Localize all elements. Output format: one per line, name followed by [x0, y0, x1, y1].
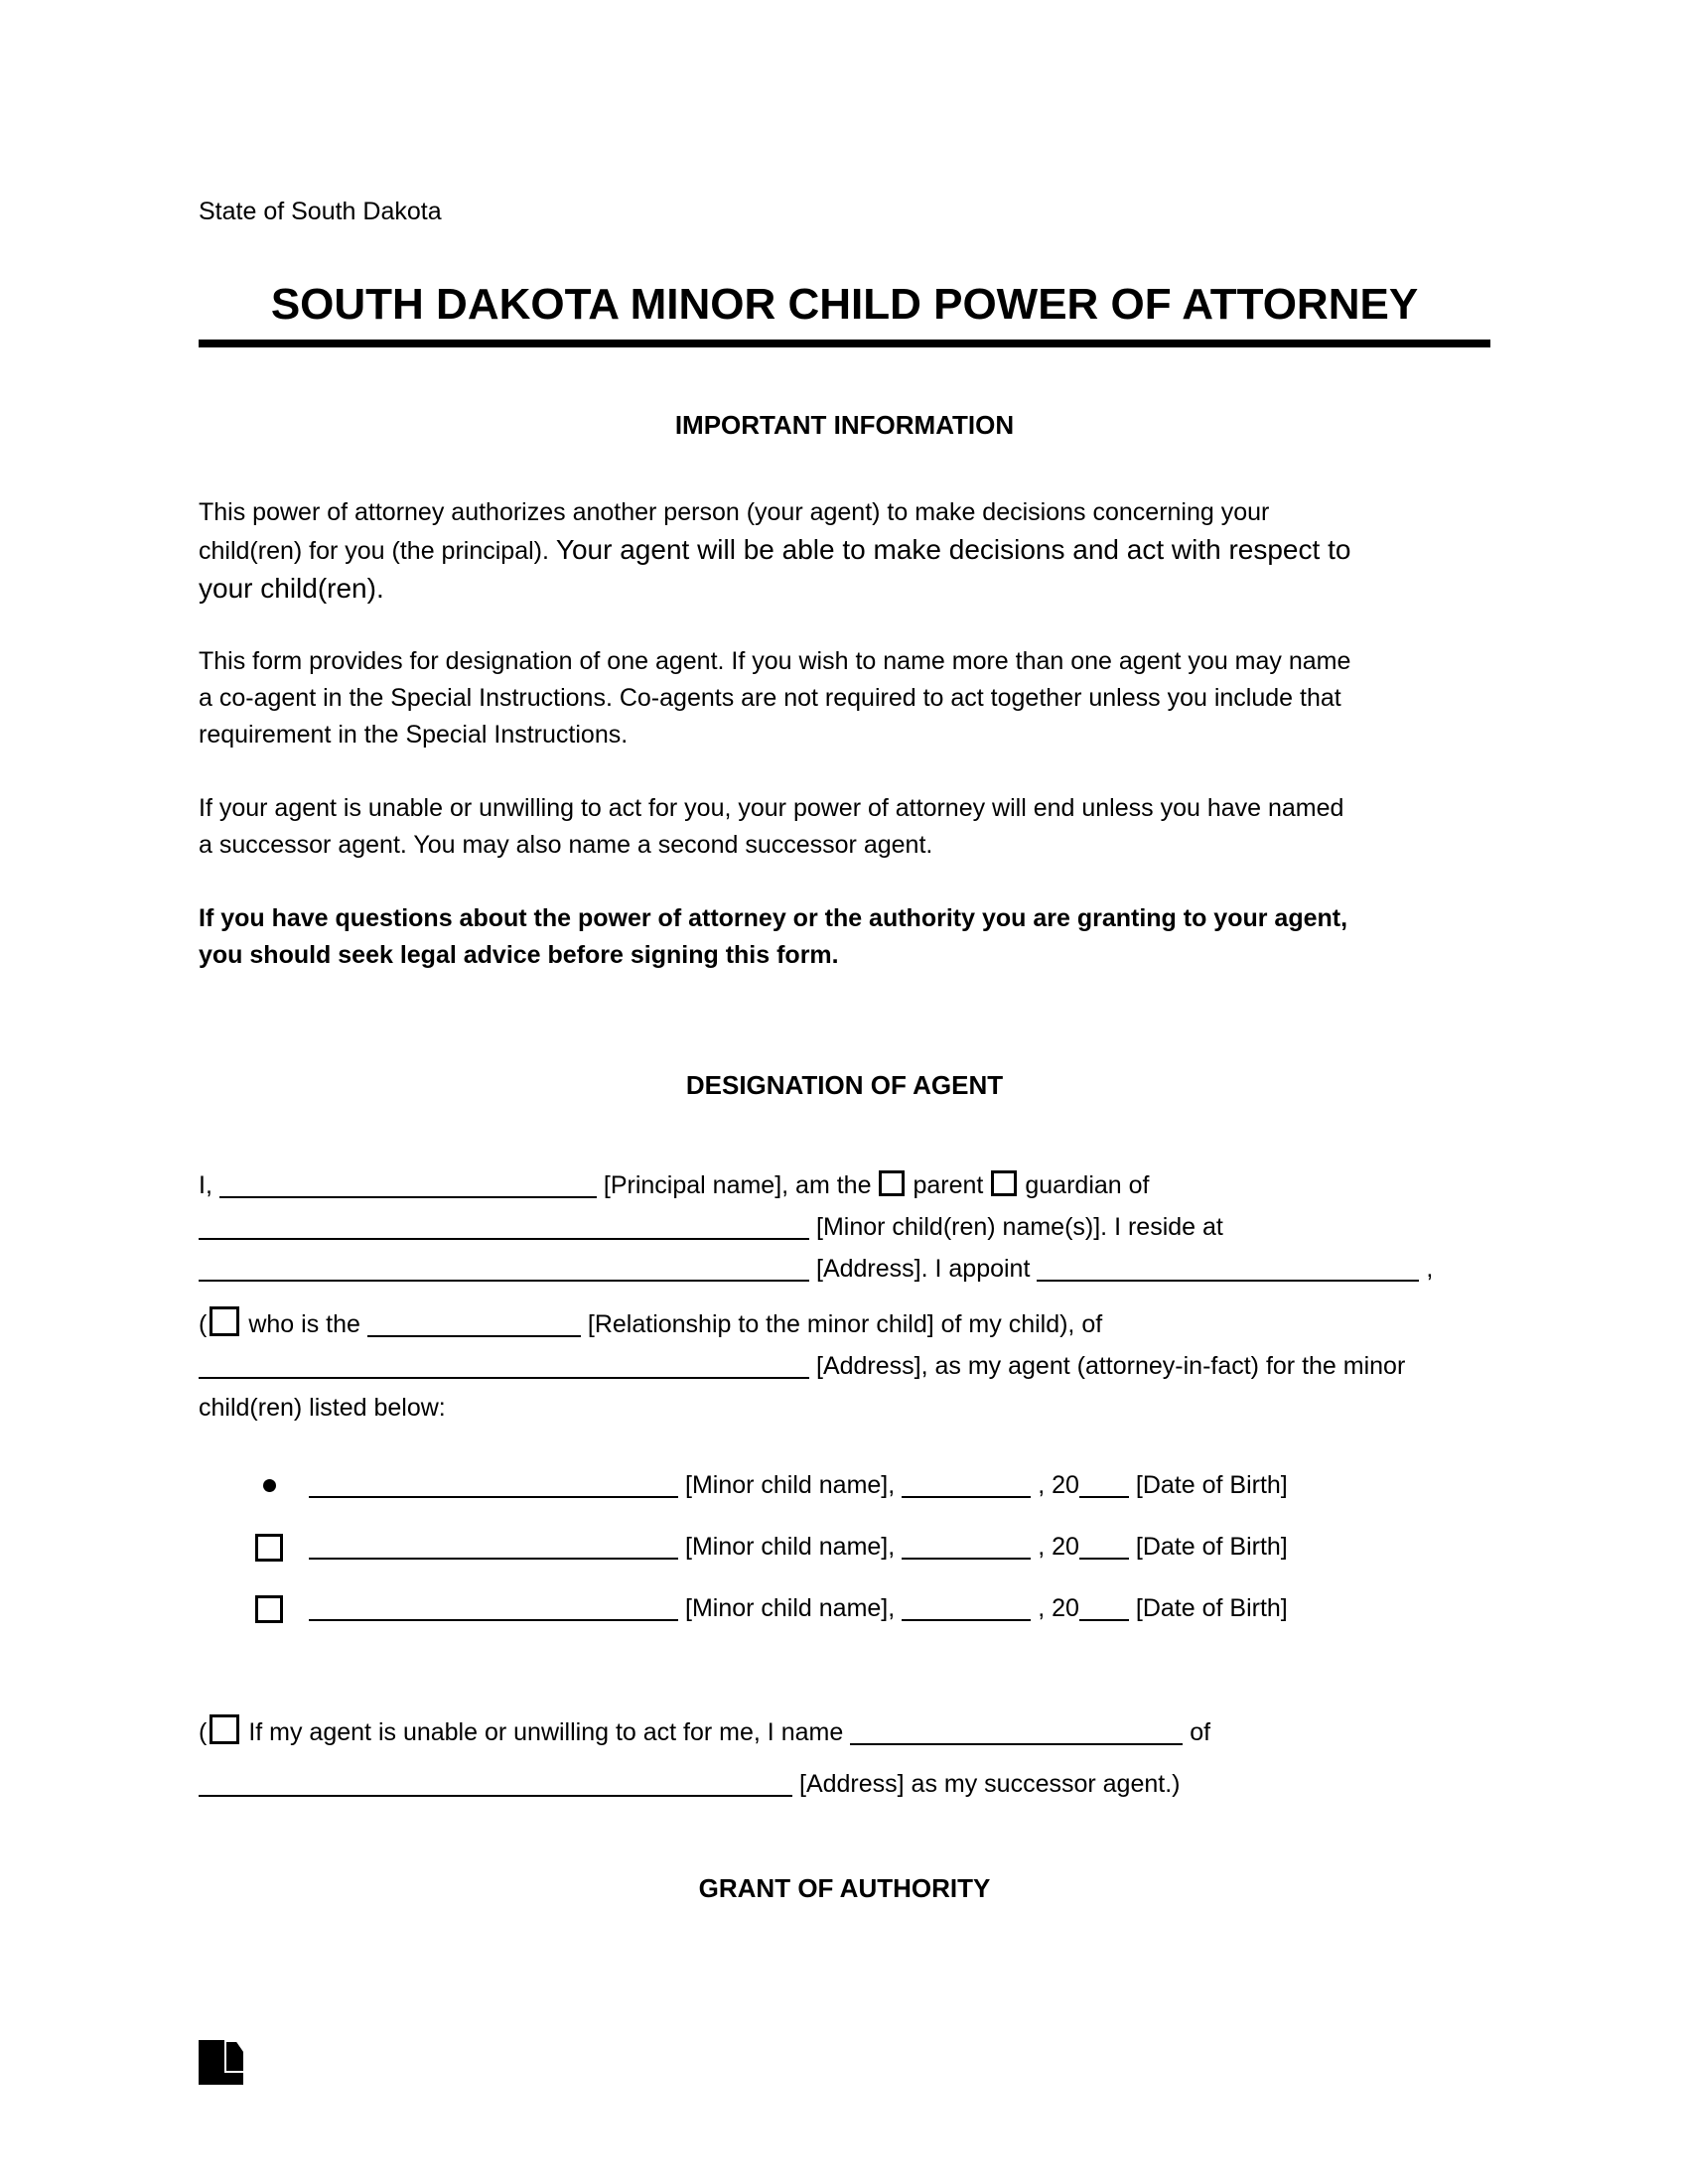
state-line: State of South Dakota [199, 198, 442, 225]
label-minor-children-names: [Minor child(ren) name(s)]. I reside at [816, 1213, 1223, 1241]
checkbox-successor[interactable] [210, 1714, 239, 1744]
paragraph-one-agent: This form provides for designation of one agent. If you wish to name more than one agent you may name a co-agent in the Special Instructions. Co-agents are not required to act together unless you include that requirement in the Special Instructions. [199, 647, 1351, 749]
paragraph-authorization: This power of attorney authorizes another person (your agent) to make decisions concerning your child(ren) for you (the principal). Your agent will be able to make decisions and act with respect to your child(ren). [199, 498, 1351, 604]
child-birth-year-field-3[interactable] [1079, 1593, 1129, 1621]
label-year-prefix-1: , 20 [1038, 1471, 1079, 1499]
paragraph-successor-info: If your agent is unable or unwilling to act for you, your power of attorney will end unless you have named a successor agent. You may also name a second successor agent. [199, 794, 1344, 859]
child-name-field-1[interactable] [309, 1470, 678, 1498]
child-row-3 [199, 1577, 1490, 1639]
label-open-paren: ( [199, 1310, 208, 1338]
label-i: I, [199, 1171, 212, 1199]
label-child-name-2: [Minor child name], [685, 1533, 896, 1561]
relationship-paragraph [199, 1303, 1490, 1429]
checkbox-child-3[interactable] [255, 1580, 283, 1642]
label-dob-1: [Date of Birth] [1135, 1471, 1288, 1499]
label-successor-address: [Address] as my successor agent.) [799, 1770, 1181, 1798]
successor-name-field[interactable] [850, 1717, 1183, 1745]
label-dob-3: [Date of Birth] [1135, 1594, 1288, 1622]
legal-templates-logo-icon [199, 2040, 243, 2085]
principal-address-field[interactable] [199, 1254, 809, 1282]
successor-agent-paragraph [199, 1706, 1490, 1810]
label-relationship: [Relationship to the minor child] of my child), of [587, 1310, 1103, 1338]
child-name-field-3[interactable] [309, 1593, 678, 1621]
label-listed-below: child(ren) listed below: [199, 1394, 446, 1422]
label-principal-name: [Principal name], am the [603, 1171, 872, 1199]
agent-address-field[interactable] [199, 1351, 809, 1379]
bullet-icon [255, 1457, 283, 1519]
label-comma: , [1426, 1255, 1434, 1283]
child-row-1 [199, 1454, 1490, 1516]
designation-paragraph [199, 1164, 1490, 1290]
label-child-name-1: [Minor child name], [685, 1471, 896, 1499]
heading-grant-of-authority: GRANT OF AUTHORITY [698, 1873, 991, 1903]
label-parent: parent [913, 1171, 984, 1199]
agent-name-field[interactable] [1037, 1254, 1419, 1282]
label-year-prefix-2: , 20 [1038, 1533, 1079, 1561]
label-dob-2: [Date of Birth] [1135, 1533, 1288, 1561]
heading-designation-of-agent: DESIGNATION OF AGENT [685, 1070, 1004, 1100]
label-year-prefix-3: , 20 [1038, 1594, 1079, 1622]
label-agent-address: [Address], as my agent (attorney-in-fact) for the minor [816, 1352, 1406, 1380]
relationship-field[interactable] [367, 1309, 581, 1337]
child-birth-year-field-2[interactable] [1079, 1532, 1129, 1560]
minor-children-names-field[interactable] [199, 1212, 809, 1240]
label-who-is-the: who is the [248, 1310, 360, 1338]
checkbox-guardian[interactable] [991, 1170, 1017, 1196]
checkbox-child-2[interactable] [255, 1519, 283, 1580]
paragraph-legal-advice: If you have questions about the power of attorney or the authority you are granting to your agent, you should seek legal advice before signing this form. [199, 904, 1348, 969]
successor-address-field[interactable] [199, 1769, 792, 1797]
child-birth-year-field-1[interactable] [1079, 1470, 1129, 1498]
label-successor-open-paren: ( [199, 1718, 208, 1746]
label-child-name-3: [Minor child name], [685, 1594, 896, 1622]
page-title: SOUTH DAKOTA MINOR CHILD POWER OF ATTORNEY [270, 280, 1419, 329]
child-row-2 [199, 1516, 1490, 1577]
label-successor-of: of [1190, 1718, 1211, 1746]
child-birth-date-field-3[interactable] [902, 1593, 1031, 1621]
principal-name-field[interactable] [219, 1170, 597, 1198]
child-birth-date-field-2[interactable] [902, 1532, 1031, 1560]
checkbox-relationship[interactable] [210, 1306, 239, 1336]
label-guardian: guardian of [1025, 1171, 1150, 1199]
label-successor-text: If my agent is unable or unwilling to act for me, I name [248, 1718, 844, 1746]
minor-children-list [199, 1454, 1490, 1639]
checkbox-parent[interactable] [879, 1170, 905, 1196]
child-name-field-2[interactable] [309, 1532, 678, 1560]
label-principal-address: [Address]. I appoint [816, 1255, 1031, 1283]
title-rule [199, 340, 1490, 347]
heading-important-information: IMPORTANT INFORMATION [674, 410, 1015, 440]
child-birth-date-field-1[interactable] [902, 1470, 1031, 1498]
